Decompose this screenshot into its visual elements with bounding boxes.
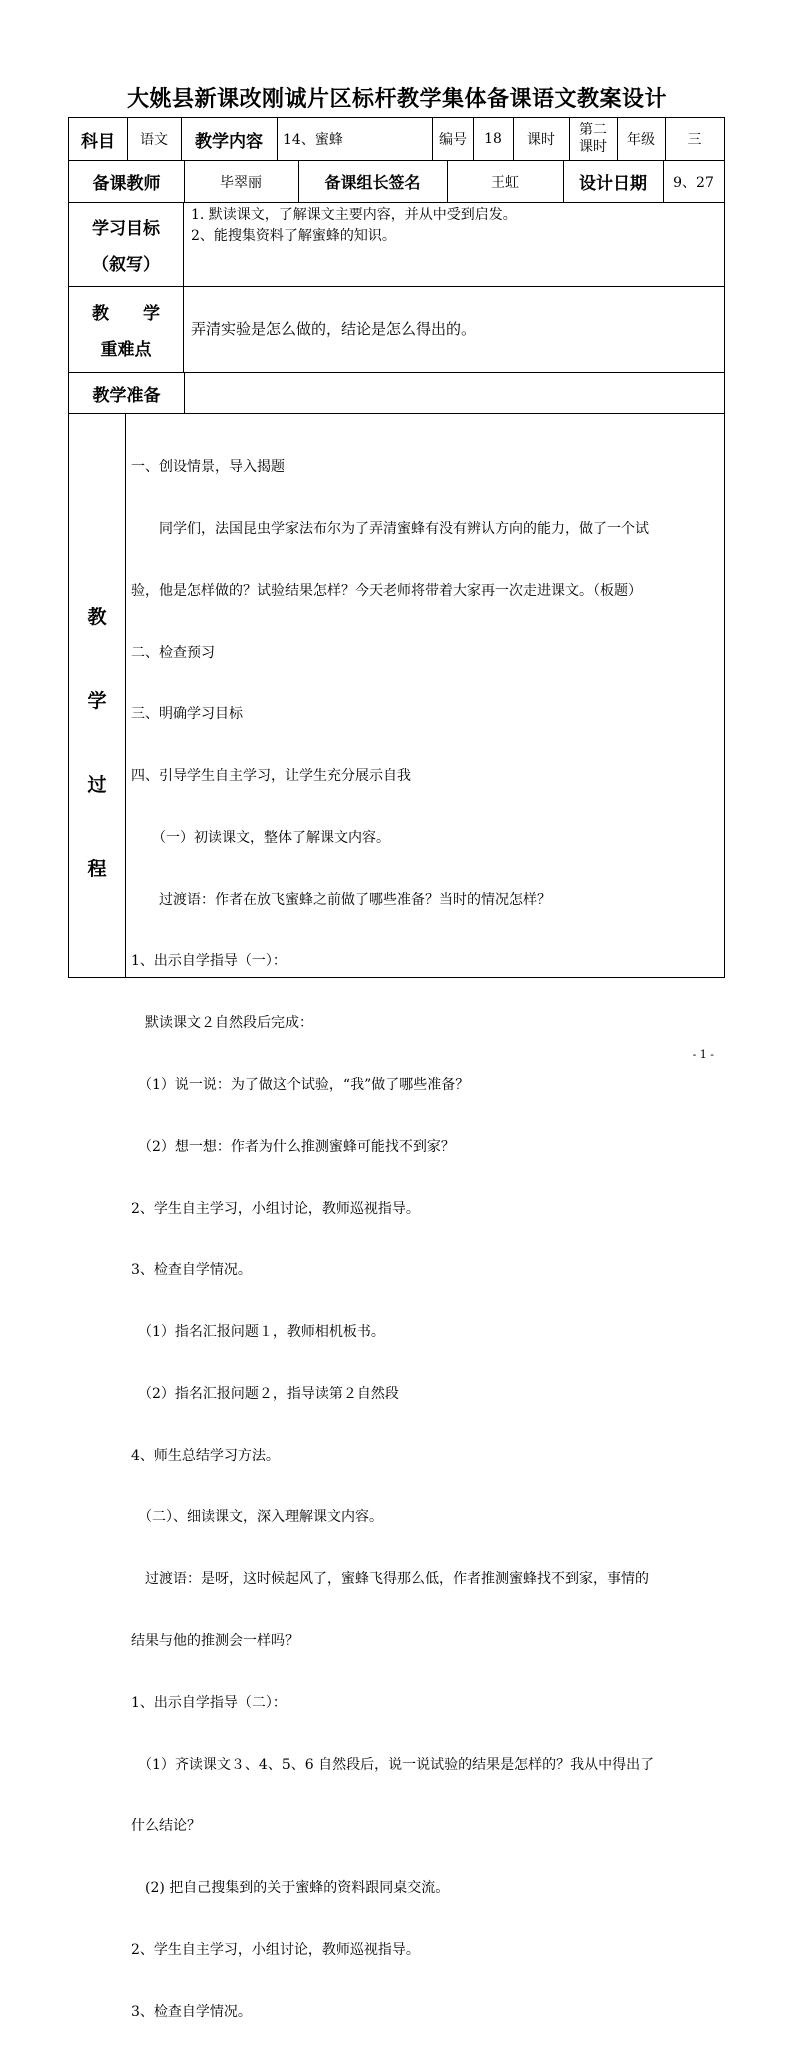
process-label-char-2: 学 bbox=[87, 690, 107, 712]
process-line: 四、引导学生自主学习，让学生充分展示自我 bbox=[131, 768, 411, 785]
process-line: （1）指名汇报问题１，教师相机板书。 bbox=[131, 1324, 385, 1341]
process-label-char-1: 教 bbox=[87, 606, 107, 628]
process-line: 过渡语：作者在放飞蜜蜂之前做了哪些准备？当时的情况怎样？ bbox=[131, 891, 551, 908]
process-line: 2、学生自主学习，小组讨论，教师巡视指导。 bbox=[131, 1941, 420, 1958]
process-content bbox=[131, 416, 721, 2064]
period-value-line1: 第二 bbox=[579, 122, 607, 138]
subject-label: 科目 bbox=[69, 118, 128, 160]
goal-item-1: 1. 默读课文，了解课文主要内容，并从中受到启发。 bbox=[191, 207, 517, 223]
number-label: 编号 bbox=[433, 118, 474, 160]
process-line: 验，他是怎样做的？试验结果怎样？今天老师将带着大家再一次走进课文。（板题） bbox=[131, 582, 642, 599]
process-line: 三、明确学习目标 bbox=[131, 706, 243, 723]
process-label bbox=[69, 414, 126, 977]
process-label-char-4: 程 bbox=[87, 858, 107, 880]
process-line: 默读课文２自然段后完成： bbox=[131, 1015, 313, 1032]
content-label: 教学内容 bbox=[181, 118, 278, 160]
grade-value: 三 bbox=[687, 132, 702, 148]
date-value: 9、27 bbox=[673, 174, 714, 191]
goals-label-line2: （叙写） bbox=[92, 254, 160, 275]
goals-label bbox=[69, 203, 184, 286]
process-line: 过渡语：是呀，这时候起风了，蜜蜂飞得那么低，作者推测蜜蜂找不到家，事情的 bbox=[131, 1571, 649, 1588]
page-number: - 1 - bbox=[692, 1048, 714, 1061]
teacher-label: 备课教师 bbox=[69, 161, 185, 202]
subject-value: 语文 bbox=[127, 118, 182, 160]
date-label: 设计日期 bbox=[563, 161, 664, 202]
process-line: 3、检查自学情况。 bbox=[131, 1262, 252, 1279]
process-line: （1）说一说：为了做这个试验，“我”做了哪些准备？ bbox=[131, 1077, 470, 1093]
period-value-line2: 课时 bbox=[579, 139, 607, 155]
process-line: 4、师生总结学习方法。 bbox=[131, 1447, 280, 1464]
process-line: 结果与他的推测会一样吗？ bbox=[131, 1633, 299, 1650]
process-line: 1、出示自学指导（一）： bbox=[131, 953, 287, 970]
learning-goals-row bbox=[68, 202, 725, 287]
key-points-row bbox=[68, 286, 725, 373]
process-label-char-3: 过 bbox=[87, 774, 107, 796]
lesson-info-row bbox=[68, 117, 725, 161]
keypoints-label-line1: 教 学 bbox=[92, 303, 160, 324]
process-line: （2）想一想：作者为什么推测蜜蜂可能找不到家？ bbox=[131, 1138, 455, 1155]
process-line: （1）齐读课文３、4、5、6 自然段后，说一说试验的结果是怎样的？我从中得出了 bbox=[131, 1756, 655, 1773]
process-line: 3、检查自学情况。 bbox=[131, 2003, 252, 2020]
goals-content bbox=[191, 205, 716, 246]
process-line: 二、检查预习 bbox=[131, 644, 215, 661]
teaching-prep-row bbox=[68, 372, 725, 414]
period-label: 课时 bbox=[513, 118, 570, 160]
process-line: （二）、细读课文，深入理解课文内容。 bbox=[131, 1509, 383, 1526]
content-value: 14、蜜蜂 bbox=[277, 118, 433, 160]
period-value bbox=[569, 118, 618, 160]
process-line: （一）初读课文，整体了解课文内容。 bbox=[131, 829, 390, 846]
process-line: 2、学生自主学习，小组讨论，教师巡视指导。 bbox=[131, 1200, 420, 1217]
process-line: 1、出示自学指导（二）： bbox=[131, 1694, 287, 1711]
teacher-info-row bbox=[68, 160, 725, 203]
keypoints-label-line2: 重难点 bbox=[100, 340, 152, 361]
goal-item-2: 2、能搜集资料了解蜜蜂的知识。 bbox=[191, 227, 396, 244]
process-line: 什么结论？ bbox=[131, 1818, 201, 1835]
goals-label-line1: 学习目标 bbox=[92, 219, 160, 240]
grade-label: 年级 bbox=[617, 118, 666, 160]
process-line: 一、创设情景，导入揭题 bbox=[131, 459, 285, 476]
number-value: 18 bbox=[473, 118, 514, 160]
document-title: 大姚县新课改刚诚片区标杆教学集体备课语文教案设计 bbox=[126, 87, 667, 112]
process-line: 同学们，法国昆虫学家法布尔为了弄清蜜蜂有没有辨认方向的能力，做了一个试 bbox=[131, 520, 649, 537]
teaching-process-row bbox=[68, 413, 725, 2020]
keypoints-label bbox=[69, 287, 184, 372]
prep-label: 教学准备 bbox=[69, 373, 185, 413]
teacher-value: 毕翠丽 bbox=[184, 161, 299, 202]
keypoints-content: 弄清实验是怎么做的，结论是怎么得出的。 bbox=[191, 320, 477, 338]
leader-value: 王虹 bbox=[447, 161, 564, 202]
process-line: （2）指名汇报问题２，指导读第２自然段 bbox=[131, 1385, 399, 1402]
leader-label: 备课组长签名 bbox=[298, 161, 448, 202]
process-line: (2) 把自己搜集到的关于蜜蜂的资料跟同桌交流。 bbox=[131, 1880, 450, 1897]
